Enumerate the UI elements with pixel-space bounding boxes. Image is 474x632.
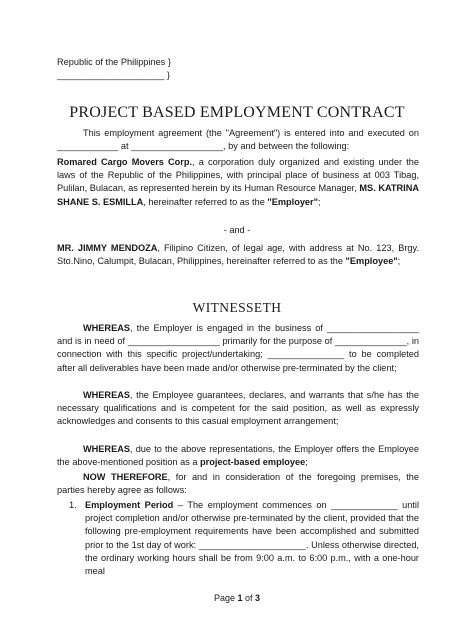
employee-text-2: ; [397,256,401,267]
employer-text-3: ; [317,196,321,207]
whereas-2-paragraph [57,389,419,429]
footer-of: of [242,593,256,603]
whereas-1-paragraph [57,322,419,375]
whereas-2-lead: WHEREAS [83,390,130,400]
whereas-3-text-2: ; [305,457,308,468]
employer-manager: MS. KATRINA SHANE S. ESMILLA [57,183,420,207]
footer-page-prefix: Page [213,593,238,603]
employer-text-2: , hereinafter referred to as the [143,196,268,207]
employer-paragraph [57,156,419,209]
employer-text-1: , a corporation duly organized and existing under the laws of the Republic of the Philippines, with principal place of business at 003 Tibag, Pulilan, Bulacan, as represented herein by its Human Resource Manager, [57,157,419,194]
list-item-employment-period [57,499,419,578]
employee-label: "Employee" [345,256,398,267]
intro-paragraph [57,127,419,153]
witnesseth-heading: WITNESSETH [192,300,282,315]
whereas-3-emph: project-based employee [200,457,306,468]
therefore-text: , for and in consideration of the foregoing premises, the parties hereby agree as follows: [57,472,420,496]
whereas-2-text: , the Employee guarantees, declares, and warrants that s/he has the necessary qualifications and is competent for the said position, as well as expressly acknowledges and consents to this casual employment arrangement; [57,390,419,427]
whereas-1-lead: WHEREAS [83,323,130,333]
employer-label: "Employer" [267,196,318,207]
list-item-lead: Employment Period [85,500,174,510]
employer-name: Romared Cargo Movers Corp. [57,157,193,167]
whereas-3-paragraph [57,443,419,469]
and-separator: - and - [223,225,251,235]
header-line-2: _____________________ } [57,70,170,80]
intro-text: This employment agreement (the "Agreement") is entered into and executed on ____________ at __________________, by and between the following: [57,128,419,152]
whereas-3-text-1: , due to the above representations, the Employer offers the Employee the above-mentioned position as a [57,444,419,468]
employee-name: MR. JIMMY MENDOZA [57,243,158,253]
employee-text-1: , Filipino Citizen, of legal age, with address at No. 123, Brgy. Sto.Nino, Calumpit, Bulacan, Philippines, hereinafter referred to as the [57,243,419,267]
terms-list [57,499,419,578]
therefore-paragraph [57,471,419,497]
footer-page-number: 1 [237,593,243,603]
whereas-3-lead: WHEREAS [83,444,130,454]
list-item-text: – The employment commences on _____________ until project completion and/or otherwise pre-terminated by the client, provided that the following pre-employment requirements have been accomplished and submitted prior to the 1st day of work: _____________________. Unless otherwise directed, the ordinary working hours shall be from 9:00 a.m. to 6:00 p.m., with a one-hour meal [85,500,419,577]
page-footer [0,593,474,603]
therefore-lead: NOW THEREFORE [83,472,168,482]
employee-paragraph [57,242,419,268]
list-item-number: 1. [69,500,77,510]
header-line-1: Republic of the Philippines } [57,57,171,67]
document-title: PROJECT BASED EMPLOYMENT CONTRACT [69,104,405,121]
whereas-1-text: , the Employer is engaged in the business of __________________ and is in need of __________________ primarily for the purpose of ______________, in connection with this specific project/undertaking; _______________ to be completed after all deliverables have been made and/or otherwise pre-terminated by the client; [57,323,419,373]
footer-page-total: 3 [255,593,261,603]
